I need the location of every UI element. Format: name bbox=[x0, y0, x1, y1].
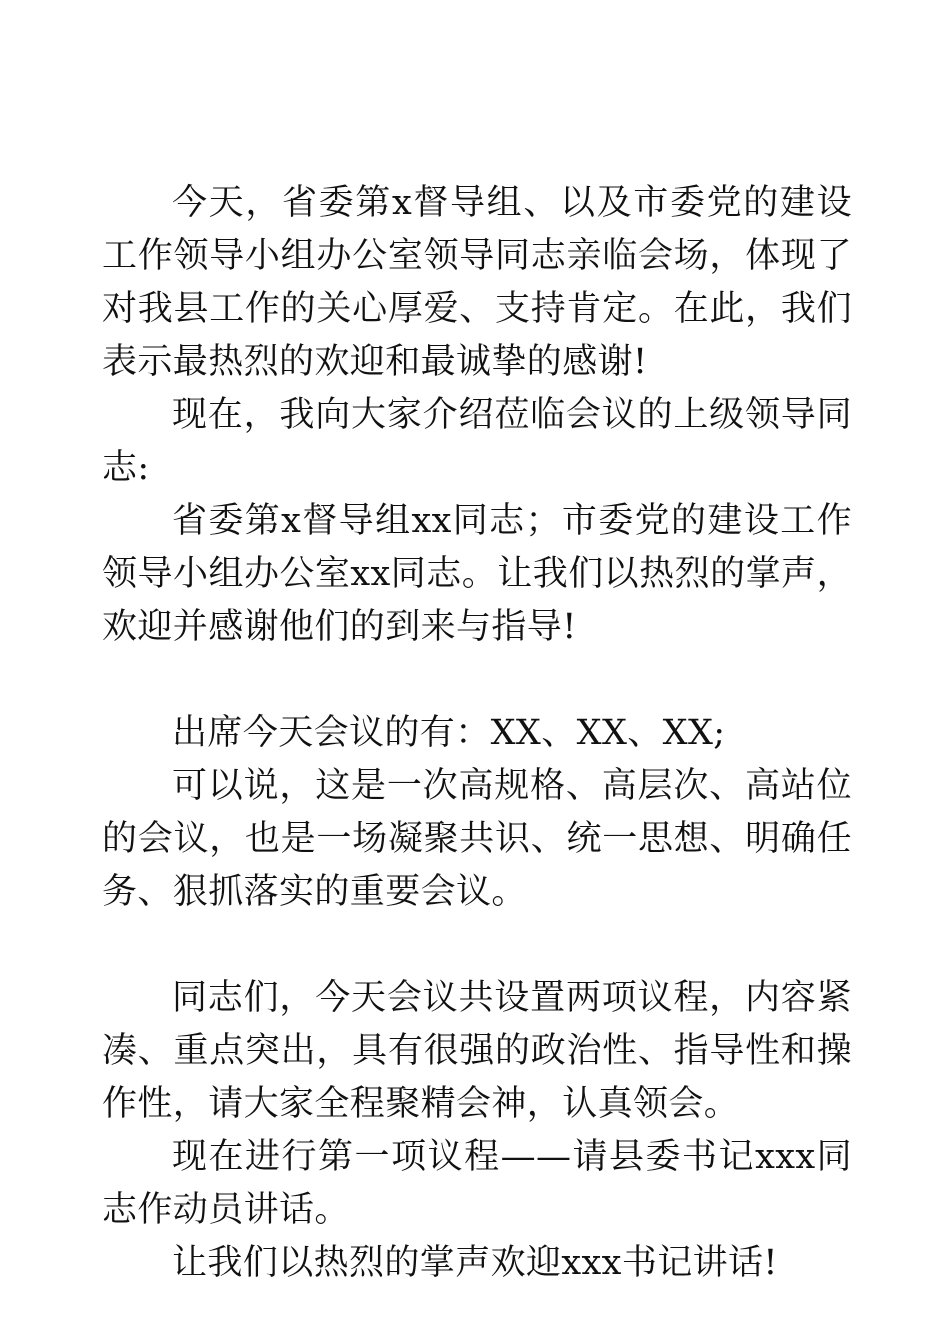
paragraph-leaders: 省委第x督导组xx同志；市委党的建设工作领导小组办公室xx同志。让我们以热烈的掌声，欢迎并感谢他们的到来与指导! bbox=[102, 501, 852, 647]
paragraph-agenda: 同志们，今天会议共设置两项议程，内容紧凑、重点突出，具有很强的政治性、指导性和操作性，请大家全程聚精会神，认真领会。 bbox=[102, 978, 852, 1124]
paragraph-first-item: 现在进行第一项议程——请县委书记xxx同志作动员讲话。 bbox=[102, 1137, 852, 1230]
paragraph-applause: 让我们以热烈的掌声欢迎xxx书记讲话! bbox=[172, 1243, 778, 1283]
paragraph-meeting-significance: 可以说，这是一次高规格、高层次、高站位的会议，也是一场凝聚共识、统一思想、明确任务、狠抓落实的重要会议。 bbox=[102, 766, 852, 912]
document-body bbox=[102, 177, 852, 1290]
paragraph-welcome: 今天，省委第x督导组、以及市委党的建设工作领导小组办公室领导同志亲临会场，体现了对我县工作的关心厚爱、支持肯定。在此，我们表示最热烈的欢迎和最诚挚的感谢! bbox=[102, 183, 852, 382]
paragraph-attendees: 出席今天会议的有：XX、XX、XX; bbox=[172, 713, 726, 753]
paragraph-introduction: 现在，我向大家介绍莅临会议的上级领导同志: bbox=[102, 395, 852, 488]
